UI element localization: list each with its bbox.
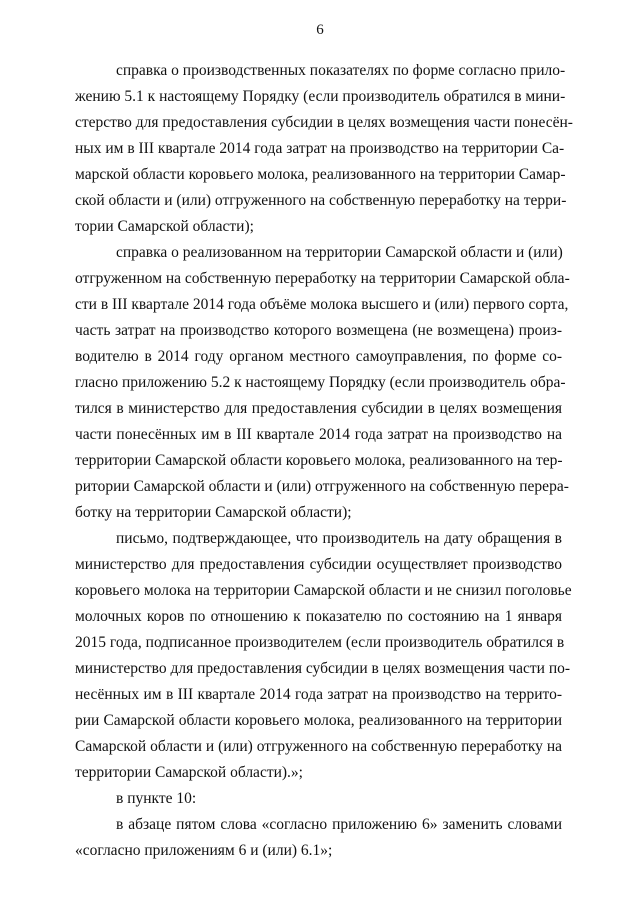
paragraph-line: справка о реализованном на территории Самарской области и (или): [116, 244, 563, 261]
paragraph-line: стерство для предоставления субсидии в целях возмещения части понесён-: [75, 114, 573, 131]
paragraph-line: «согласно приложениям 6 и (или) 6.1»;: [75, 842, 333, 859]
paragraph-line: части понесённых им в III квартале 2014 года затрат на производство на: [75, 426, 562, 443]
paragraph-line: территории Самарской области коровьего молока, реализованного на тер-: [75, 452, 563, 469]
paragraph-line: часть затрат на производство которого возмещена (не возмещена) произ-: [75, 322, 562, 339]
paragraph-line: рии Самарской области коровьего молока, реализованного на территории: [75, 712, 562, 729]
paragraph-line: коровьего молока на территории Самарской области и не снизил поголовье: [75, 582, 572, 599]
paragraph-line: несённых им в III квартале 2014 года затрат на производство на террито-: [75, 686, 562, 703]
paragraph-line: справка о производственных показателях по форме согласно прило-: [116, 62, 566, 79]
paragraph-line: тился в министерство для предоставления субсидии в целях возмещения: [75, 400, 562, 417]
paragraph-line: ных им в III квартале 2014 года затрат на производство на территории Са-: [75, 140, 565, 157]
paragraph-line: письмо, подтверждающее, что производитель на дату обращения в: [116, 530, 562, 547]
paragraph-line: 2015 года, подписанное производителем (если производитель обратился в: [75, 634, 565, 651]
paragraph-line: министерство для предоставления субсидии в целях возмещения части по-: [75, 660, 571, 677]
paragraph-line: марской области коровьего молока, реализованного на территории Самар-: [75, 166, 566, 183]
paragraph-line: территории Самарской области).»;: [75, 764, 303, 781]
paragraph-line: отгруженном на собственную переработку на территории Самарской обла-: [75, 270, 570, 287]
paragraph-line: молочных коров по отношению к показателю по состоянию на 1 января: [75, 608, 562, 625]
paragraph-line: жению 5.1 к настоящему Порядку (если производитель обратился в мини-: [75, 88, 566, 105]
paragraph-line: ботку на территории Самарской области);: [75, 504, 352, 521]
paragraph-line: министерство для предоставления субсидии осуществляет производство: [75, 556, 562, 573]
paragraph-line: водителю в 2014 году органом местного самоуправления, по форме со-: [75, 348, 562, 365]
paragraph-line: сти в III квартале 2014 года объёме молока высшего и (или) первого сорта,: [75, 296, 569, 313]
paragraph-line: ритории Самарской области и (или) отгруженного на собственную перера-: [75, 478, 569, 495]
paragraph-line: в пункте 10:: [116, 790, 197, 807]
paragraph-line: ской области и (или) отгруженного на собственную переработку на терри-: [75, 192, 567, 209]
paragraph-line: Самарской области и (или) отгруженного на собственную переработку на: [75, 738, 562, 755]
paragraph-line: тории Самарской области);: [75, 218, 254, 235]
paragraph-line: в абзаце пятом слова «согласно приложению 6» заменить словами: [116, 816, 562, 833]
paragraph-line: гласно приложению 5.2 к настоящему Порядку (если производитель обра-: [75, 374, 566, 391]
page-number: 6: [316, 22, 324, 38]
